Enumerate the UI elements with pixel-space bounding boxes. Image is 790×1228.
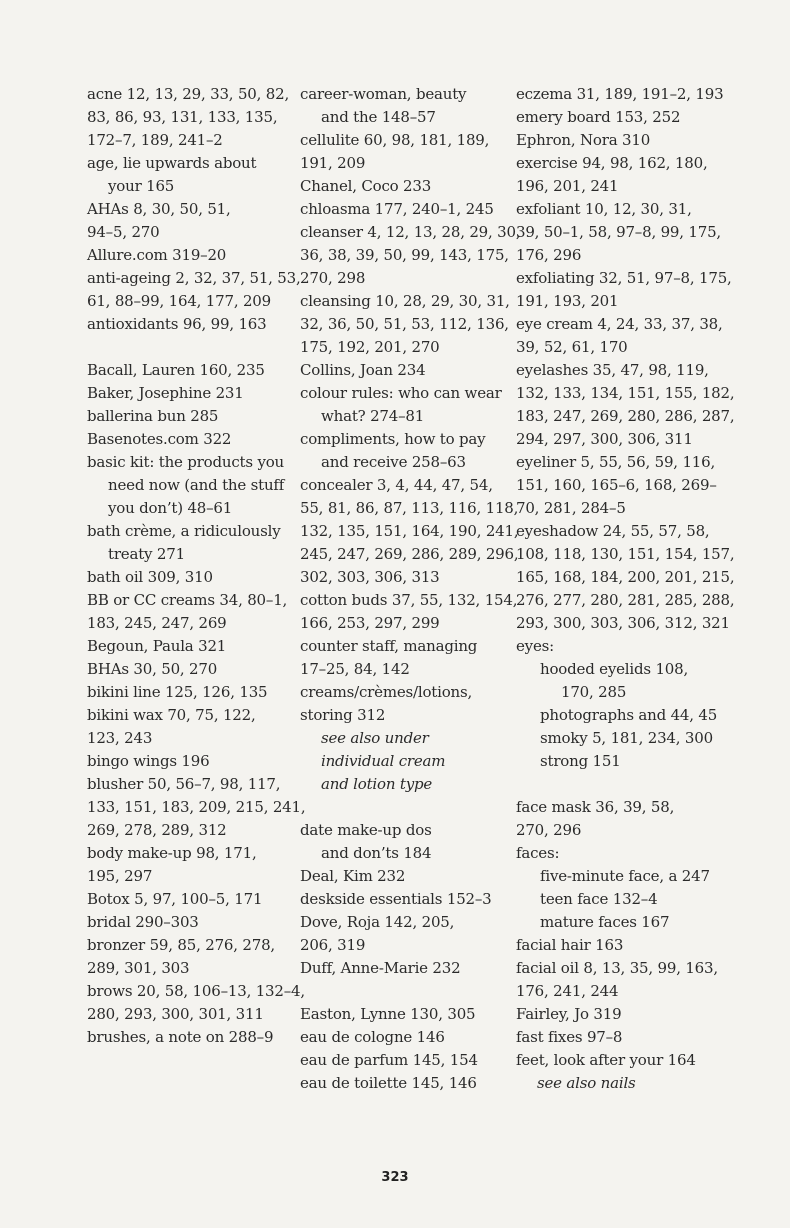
index-entry-line: Deal, Kim 232 <box>300 867 406 885</box>
index-entry-line: Allure.com 319–20 <box>87 246 227 264</box>
index-entry-line: 55, 81, 86, 87, 113, 116, 118, <box>300 499 519 517</box>
index-column-2 <box>300 83 520 1095</box>
index-entry-line: eyeliner 5, 55, 56, 59, 116, <box>516 453 716 471</box>
index-entry-line: blusher 50, 56–7, 98, 117, <box>87 775 281 793</box>
index-entry-line: Easton, Lynne 130, 305 <box>300 1005 476 1023</box>
index-subentry-line: see also nails <box>537 1074 636 1092</box>
index-subentry-line: photographs and 44, 45 <box>540 706 718 724</box>
index-entry-line: 270, 298 <box>300 269 366 287</box>
index-entry-line: Baker, Josephine 231 <box>87 384 244 402</box>
index-subentry-line: five-minute face, a 247 <box>540 867 710 885</box>
index-entry-line: colour rules: who can wear <box>300 384 502 402</box>
index-entry-line: cellulite 60, 98, 181, 189, <box>300 131 490 149</box>
index-entry-line: 195, 297 <box>87 867 153 885</box>
index-entry-line: 39, 50–1, 58, 97–8, 99, 175, <box>516 223 722 241</box>
index-entry-line: 39, 52, 61, 170 <box>516 338 628 356</box>
index-entry-line: 191, 209 <box>300 154 366 172</box>
index-entry-line: concealer 3, 4, 44, 47, 54, <box>300 476 493 494</box>
page-number: 323 <box>381 1170 409 1185</box>
index-entry-line: 83, 86, 93, 131, 133, 135, <box>87 108 278 126</box>
index-entry-line: exfoliating 32, 51, 97–8, 175, <box>516 269 732 287</box>
index-subentry-line: 170, 285 <box>561 683 627 701</box>
index-entry-line: bingo wings 196 <box>87 752 210 770</box>
index-entry-line: 294, 297, 300, 306, 311 <box>516 430 693 448</box>
index-entry-line: 245, 247, 269, 286, 289, 296, <box>300 545 519 563</box>
index-entry-line: 123, 243 <box>87 729 153 747</box>
index-entry-line: AHAs 8, 30, 50, 51, <box>87 200 231 218</box>
index-entry-line: 108, 118, 130, 151, 154, 157, <box>516 545 735 563</box>
index-subentry-line: hooded eyelids 108, <box>540 660 689 678</box>
index-entry-line: eyeshadow 24, 55, 57, 58, <box>516 522 710 540</box>
index-entry-line: eyes: <box>516 637 554 655</box>
index-entry-line: brushes, a note on 288–9 <box>87 1028 274 1046</box>
index-entry-line: date make-up dos <box>300 821 432 839</box>
index-section-gap <box>300 980 520 1003</box>
index-entry-line: 176, 296 <box>516 246 582 264</box>
index-entry-line: bath oil 309, 310 <box>87 568 213 586</box>
index-entry-line: bronzer 59, 85, 276, 278, <box>87 936 275 954</box>
index-entry-line: compliments, how to pay <box>300 430 486 448</box>
index-entry-line: 183, 247, 269, 280, 286, 287, <box>516 407 735 425</box>
index-section-gap <box>516 773 734 796</box>
index-entry-line: 32, 36, 50, 51, 53, 112, 136, <box>300 315 509 333</box>
index-section-gap <box>87 336 305 359</box>
index-subentry-line: your 165 <box>108 177 175 195</box>
index-entry-line: cotton buds 37, 55, 132, 154, <box>300 591 518 609</box>
index-entry-line: eau de cologne 146 <box>300 1028 445 1046</box>
index-entry-line: 132, 133, 134, 151, 155, 182, <box>516 384 735 402</box>
index-entry-line: Botox 5, 97, 100–5, 171 <box>87 890 263 908</box>
index-subentry-line: treaty 271 <box>108 545 185 563</box>
index-entry-line: bikini line 125, 126, 135 <box>87 683 268 701</box>
index-entry-line: Bacall, Lauren 160, 235 <box>87 361 265 379</box>
index-entry-line: Chanel, Coco 233 <box>300 177 432 195</box>
index-entry-line: cleanser 4, 12, 13, 28, 29, 30, <box>300 223 521 241</box>
index-entry-line: exfoliant 10, 12, 30, 31, <box>516 200 692 218</box>
index-subentry-line: what? 274–81 <box>321 407 425 425</box>
index-entry-line: 70, 281, 284–5 <box>516 499 626 517</box>
index-entry-line: 132, 135, 151, 164, 190, 241, <box>300 522 519 540</box>
index-entry-line: 175, 192, 201, 270 <box>300 338 440 356</box>
index-entry-line: antioxidants 96, 99, 163 <box>87 315 267 333</box>
index-entry-line: fast fixes 97–8 <box>516 1028 623 1046</box>
index-entry-line: storing 312 <box>300 706 386 724</box>
index-entry-line: 293, 300, 303, 306, 312, 321 <box>516 614 730 632</box>
index-entry-line: face mask 36, 39, 58, <box>516 798 675 816</box>
index-entry-line: career-woman, beauty <box>300 85 467 103</box>
index-entry-line: bikini wax 70, 75, 122, <box>87 706 256 724</box>
index-entry-line: feet, look after your 164 <box>516 1051 696 1069</box>
index-entry-line: eczema 31, 189, 191–2, 193 <box>516 85 724 103</box>
index-subentry-line: mature faces 167 <box>540 913 670 931</box>
index-entry-line: body make-up 98, 171, <box>87 844 257 862</box>
index-entry-line: emery board 153, 252 <box>516 108 681 126</box>
index-entry-line: eau de parfum 145, 154 <box>300 1051 478 1069</box>
index-column-1 <box>87 83 305 1049</box>
index-entry-line: exercise 94, 98, 162, 180, <box>516 154 708 172</box>
index-column-3 <box>516 83 734 1095</box>
index-entry-line: 172–7, 189, 241–2 <box>87 131 223 149</box>
index-entry-line: 17–25, 84, 142 <box>300 660 410 678</box>
index-entry-line: anti-ageing 2, 32, 37, 51, 53, <box>87 269 301 287</box>
index-entry-line: faces: <box>516 844 560 862</box>
index-entry-line: brows 20, 58, 106–13, 132–4, <box>87 982 305 1000</box>
index-entry-line: bath crème, a ridiculously <box>87 522 281 540</box>
index-entry-line: 166, 253, 297, 299 <box>300 614 440 632</box>
index-entry-line: 61, 88–99, 164, 177, 209 <box>87 292 271 310</box>
index-entry-line: 36, 38, 39, 50, 99, 143, 175, <box>300 246 509 264</box>
index-entry-line: deskside essentials 152–3 <box>300 890 492 908</box>
index-entry-line: Begoun, Paula 321 <box>87 637 227 655</box>
index-entry-line: ballerina bun 285 <box>87 407 219 425</box>
index-subentry-line: you don’t) 48–61 <box>108 499 233 517</box>
index-entry-line: Basenotes.com 322 <box>87 430 232 448</box>
index-entry-line: eau de toilette 145, 146 <box>300 1074 477 1092</box>
index-entry-line: creams/crèmes/lotions, <box>300 683 473 701</box>
index-entry-line: Ephron, Nora 310 <box>516 131 651 149</box>
index-entry-line: basic kit: the products you <box>87 453 285 471</box>
index-entry-line: 270, 296 <box>516 821 582 839</box>
index-entry-line: 191, 193, 201 <box>516 292 619 310</box>
index-entry-line: Fairley, Jo 319 <box>516 1005 622 1023</box>
index-entry-line: 196, 201, 241 <box>516 177 619 195</box>
index-entry-line: age, lie upwards about <box>87 154 257 172</box>
index-entry-line: 302, 303, 306, 313 <box>300 568 440 586</box>
index-entry-line: 206, 319 <box>300 936 366 954</box>
index-subentry-line: and don’ts 184 <box>321 844 432 862</box>
index-entry-line: 289, 301, 303 <box>87 959 190 977</box>
index-entry-line: 151, 160, 165–6, 168, 269– <box>516 476 717 494</box>
index-entry-line: bridal 290–303 <box>87 913 199 931</box>
index-entry-line: 133, 151, 183, 209, 215, 241, <box>87 798 306 816</box>
index-entry-line: chloasma 177, 240–1, 245 <box>300 200 494 218</box>
index-entry-line: acne 12, 13, 29, 33, 50, 82, <box>87 85 290 103</box>
index-entry-line: 94–5, 270 <box>87 223 160 241</box>
index-entry-line: cleansing 10, 28, 29, 30, 31, <box>300 292 510 310</box>
index-subentry-line: strong 151 <box>540 752 621 770</box>
index-entry-line: facial hair 163 <box>516 936 624 954</box>
index-subentry-line: and lotion type <box>321 775 433 793</box>
index-subentry-line: see also under <box>321 729 429 747</box>
index-subentry-line: and the 148–57 <box>321 108 436 126</box>
index-entry-line: 183, 245, 247, 269 <box>87 614 227 632</box>
index-subentry-line: smoky 5, 181, 234, 300 <box>540 729 713 747</box>
index-subentry-line: teen face 132–4 <box>540 890 658 908</box>
index-entry-line: eyelashes 35, 47, 98, 119, <box>516 361 709 379</box>
index-entry-line: 176, 241, 244 <box>516 982 619 1000</box>
index-entry-line: counter staff, managing <box>300 637 478 655</box>
index-entry-line: 280, 293, 300, 301, 311 <box>87 1005 264 1023</box>
index-subentry-line: individual cream <box>321 752 446 770</box>
index-entry-line: Dove, Roja 142, 205, <box>300 913 455 931</box>
index-entry-line: Collins, Joan 234 <box>300 361 426 379</box>
index-entry-line: BHAs 30, 50, 270 <box>87 660 218 678</box>
index-entry-line: 269, 278, 289, 312 <box>87 821 227 839</box>
index-entry-line: eye cream 4, 24, 33, 37, 38, <box>516 315 723 333</box>
index-entry-line: 165, 168, 184, 200, 201, 215, <box>516 568 735 586</box>
index-entry-line: BB or CC creams 34, 80–1, <box>87 591 288 609</box>
index-subentry-line: need now (and the stuff <box>108 476 285 494</box>
index-entry-line: Duff, Anne-Marie 232 <box>300 959 461 977</box>
index-entry-line: facial oil 8, 13, 35, 99, 163, <box>516 959 718 977</box>
index-subentry-line: and receive 258–63 <box>321 453 466 471</box>
index-section-gap <box>300 796 520 819</box>
index-entry-line: 276, 277, 280, 281, 285, 288, <box>516 591 735 609</box>
